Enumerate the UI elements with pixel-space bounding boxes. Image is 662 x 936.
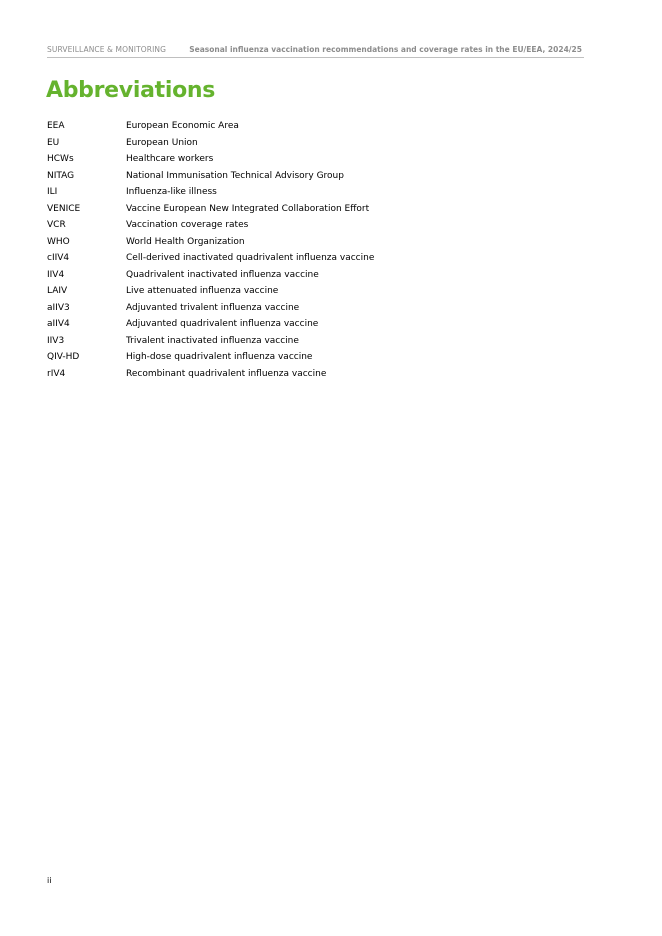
abbreviation-term: HCWs xyxy=(47,154,74,164)
abbreviation-definition: Cell-derived inactivated quadrivalent influenza vaccine xyxy=(126,253,375,263)
abbreviation-row xyxy=(47,135,547,152)
abbreviation-definition: Quadrivalent inactivated influenza vaccine xyxy=(126,269,319,280)
abbreviation-term: ILI xyxy=(47,187,58,197)
abbreviation-definition: Trivalent inactivated influenza vaccine xyxy=(126,335,299,346)
abbreviation-row xyxy=(47,217,547,234)
abbreviation-row xyxy=(47,234,547,251)
abbreviation-term: EU xyxy=(47,137,60,148)
abbreviation-definition: Adjuvanted quadrivalent influenza vaccine xyxy=(126,319,319,329)
abbreviation-row xyxy=(47,250,547,267)
abbreviation-row xyxy=(47,283,547,300)
abbreviation-definition: National Immunisation Technical Advisory Group xyxy=(126,170,344,181)
abbreviation-term: NITAG xyxy=(47,170,75,181)
abbreviation-term: aIIV3 xyxy=(47,302,70,313)
abbreviation-term: VCR xyxy=(47,220,66,230)
abbreviation-term: WHO xyxy=(47,236,70,247)
abbreviation-term: VENICE xyxy=(47,203,81,214)
abbreviation-term: QIV-HD xyxy=(47,352,80,362)
abbreviation-definition: Vaccine European New Integrated Collaboration Effort xyxy=(126,203,370,214)
abbreviation-definition: European Union xyxy=(126,137,198,148)
abbreviation-row xyxy=(47,168,547,185)
abbreviation-term: LAIV xyxy=(47,286,68,296)
abbreviation-row xyxy=(47,333,547,350)
abbreviation-definition: World Health Organization xyxy=(126,236,245,247)
abbreviation-term: EEA xyxy=(47,121,65,131)
abbreviation-row xyxy=(47,267,547,284)
header-section-label: SURVEILLANCE & MONITORING xyxy=(47,45,167,54)
abbreviation-definition: European Economic Area xyxy=(126,121,239,131)
abbreviation-term: cIIV4 xyxy=(47,253,70,263)
abbreviation-row xyxy=(47,349,547,366)
abbreviation-definition: High-dose quadrivalent influenza vaccine xyxy=(126,352,313,362)
abbreviation-definition: Vaccination coverage rates xyxy=(126,220,249,230)
abbreviation-definition: Healthcare workers xyxy=(126,154,214,164)
page-title: Abbreviations xyxy=(46,78,216,103)
abbreviation-term: IIV4 xyxy=(47,269,65,280)
abbreviation-row xyxy=(47,366,547,383)
abbreviation-definition: Influenza-like illness xyxy=(126,187,217,197)
abbreviation-term: IIV3 xyxy=(47,335,65,346)
abbreviation-row xyxy=(47,300,547,317)
abbreviation-definition: Live attenuated influenza vaccine xyxy=(126,286,279,296)
abbreviation-row xyxy=(47,184,547,201)
abbreviation-row xyxy=(47,316,547,333)
abbreviation-term: rIV4 xyxy=(47,368,66,379)
abbreviations-list xyxy=(47,118,547,382)
abbreviation-row xyxy=(47,118,547,135)
abbreviation-definition: Recombinant quadrivalent influenza vaccine xyxy=(126,368,327,379)
abbreviation-definition: Adjuvanted trivalent influenza vaccine xyxy=(126,302,300,313)
abbreviation-row xyxy=(47,151,547,168)
running-header xyxy=(47,45,584,58)
abbreviation-row xyxy=(47,201,547,218)
header-report-title: Seasonal influenza vaccination recommendations and coverage rates in the EU/EEA, 2024/25 xyxy=(189,45,582,54)
abbreviation-term: aIIV4 xyxy=(47,319,70,329)
page-number: ii xyxy=(47,876,52,885)
